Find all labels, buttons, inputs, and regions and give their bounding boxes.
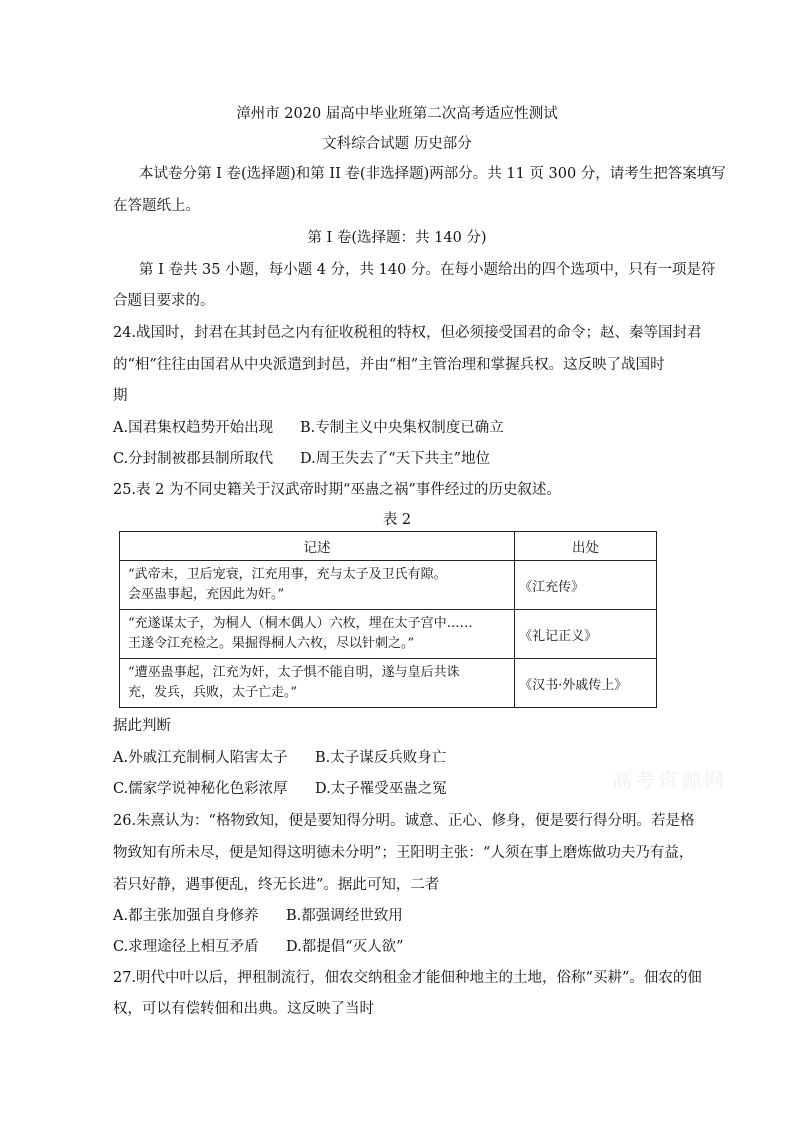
q26-stem-1: 26.朱熹认为：“格物致知，便是要知得分明。诚意、正心、修身，便是要行得分明。若是格 (113, 813, 695, 829)
q26-option-d: D.都提倡“灭人欲” (286, 939, 404, 955)
table-header-source: 出处 (515, 532, 657, 561)
record-cell (120, 610, 515, 659)
record-text: 会巫蛊事起，充因此为奸。” (128, 587, 285, 602)
q24-stem-3: 期 (113, 388, 128, 404)
q26-option-a: A.都主张加强自身修养 (113, 908, 259, 924)
source-cell: 《汉书·外戚传上》 (515, 659, 657, 708)
q24-stem-2: 的“相”往往由国君从中央派遣到封邑，并由“相”主管治理和掌握兵权。这反映了战国时 (113, 357, 665, 373)
q24-option-b: B.专制主义中央集权制度已确立 (300, 420, 504, 436)
q24-option-c: C.分封制被郡县制所取代 (113, 451, 274, 467)
record-text: “充遂谋太子，为桐人（桐木偶人）六枚，埋在太子宫中…… (128, 616, 473, 631)
table-caption: 表 2 (382, 512, 412, 528)
record-cell (120, 659, 515, 708)
table-row (120, 659, 657, 708)
intro-line-2: 在答题纸上。 (113, 198, 200, 214)
record-cell (120, 561, 515, 610)
table-row (120, 561, 657, 610)
q24-stem-1: 24.战国时，封君在其封邑之内有征收税租的特权，但必须接受国君的命令；赵、秦等国封君 (113, 325, 702, 341)
q27-stem-1: 27.明代中叶以后，押租制流行，佃农交纳租金才能佃种地主的土地，俗称“买耕”。佃农的佃 (113, 970, 702, 986)
section-title: 第 I 卷(选择题：共 140 分) (307, 230, 487, 246)
record-text: 充，发兵，兵败，太子亡走。” (128, 685, 298, 700)
history-records-table (119, 531, 657, 708)
q25-stem: 25.表 2 为不同史籍关于汉武帝时期“巫蛊之祸”事件经过的历史叙述。 (113, 482, 561, 498)
intro-line-1: 本试卷分第 I 卷(选择题)和第 II 卷(非选择题)两部分。共 11 页 300 分，请考生把答案填写 (139, 166, 726, 182)
q25-judge: 据此判断 (113, 718, 171, 734)
record-text: 王遂令江充检之。果掘得桐人六枚，尽以针刺之。” (128, 636, 415, 651)
table-row (120, 610, 657, 659)
q25-option-c: C.儒家学说神秘化色彩浓厚 (113, 781, 288, 797)
q26-stem-3: 若只好静，遇事便乱，终无长进”。据此可知，二者 (113, 877, 440, 893)
source-cell: 《江充传》 (515, 561, 657, 610)
q27-stem-2: 权，可以有偿转佃和出典。这反映了当时 (113, 1001, 374, 1017)
record-text: “武帝末，卫后宠衰，江充用事，充与太子及卫氏有隙。 (128, 567, 447, 582)
section-desc-1: 第 I 卷共 35 小题，每小题 4 分，共 140 分。在每小题给出的四个选项中，只有一项是符 (139, 262, 716, 278)
watermark-logo: 高考资源网 (612, 768, 727, 792)
source-cell: 《礼记正义》 (515, 610, 657, 659)
q25-option-b: B.太子谋反兵败身亡 (315, 750, 447, 766)
exam-subtitle: 文科综合试题 历史部分 (322, 136, 472, 152)
q26-stem-2: 物致知有所未尽，便是知得这明德未分明”；王阳明主张：“人须在事上磨炼做功夫乃有益， (113, 845, 694, 861)
table-header-row (120, 532, 657, 561)
exam-title: 漳州市 2020 届高中毕业班第二次高考适应性测试 (236, 106, 558, 122)
q25-option-a: A.外戚江充制桐人陷害太子 (113, 750, 288, 766)
q26-option-b: B.都强调经世致用 (286, 908, 403, 924)
table-header-record: 记述 (120, 532, 515, 561)
q25-option-d: D.太子罹受巫蛊之冤 (315, 781, 447, 797)
q26-option-c: C.求理途径上相互矛盾 (113, 939, 259, 955)
section-desc-2: 合题目要求的。 (113, 293, 215, 309)
record-text: “遭巫蛊事起，江充为奸，太子惧不能自明，遂与皇后共诛 (128, 665, 460, 680)
q24-option-d: D.周王失去了“天下共主”地位 (300, 451, 491, 467)
q24-option-a: A.国君集权趋势开始出现 (113, 420, 274, 436)
